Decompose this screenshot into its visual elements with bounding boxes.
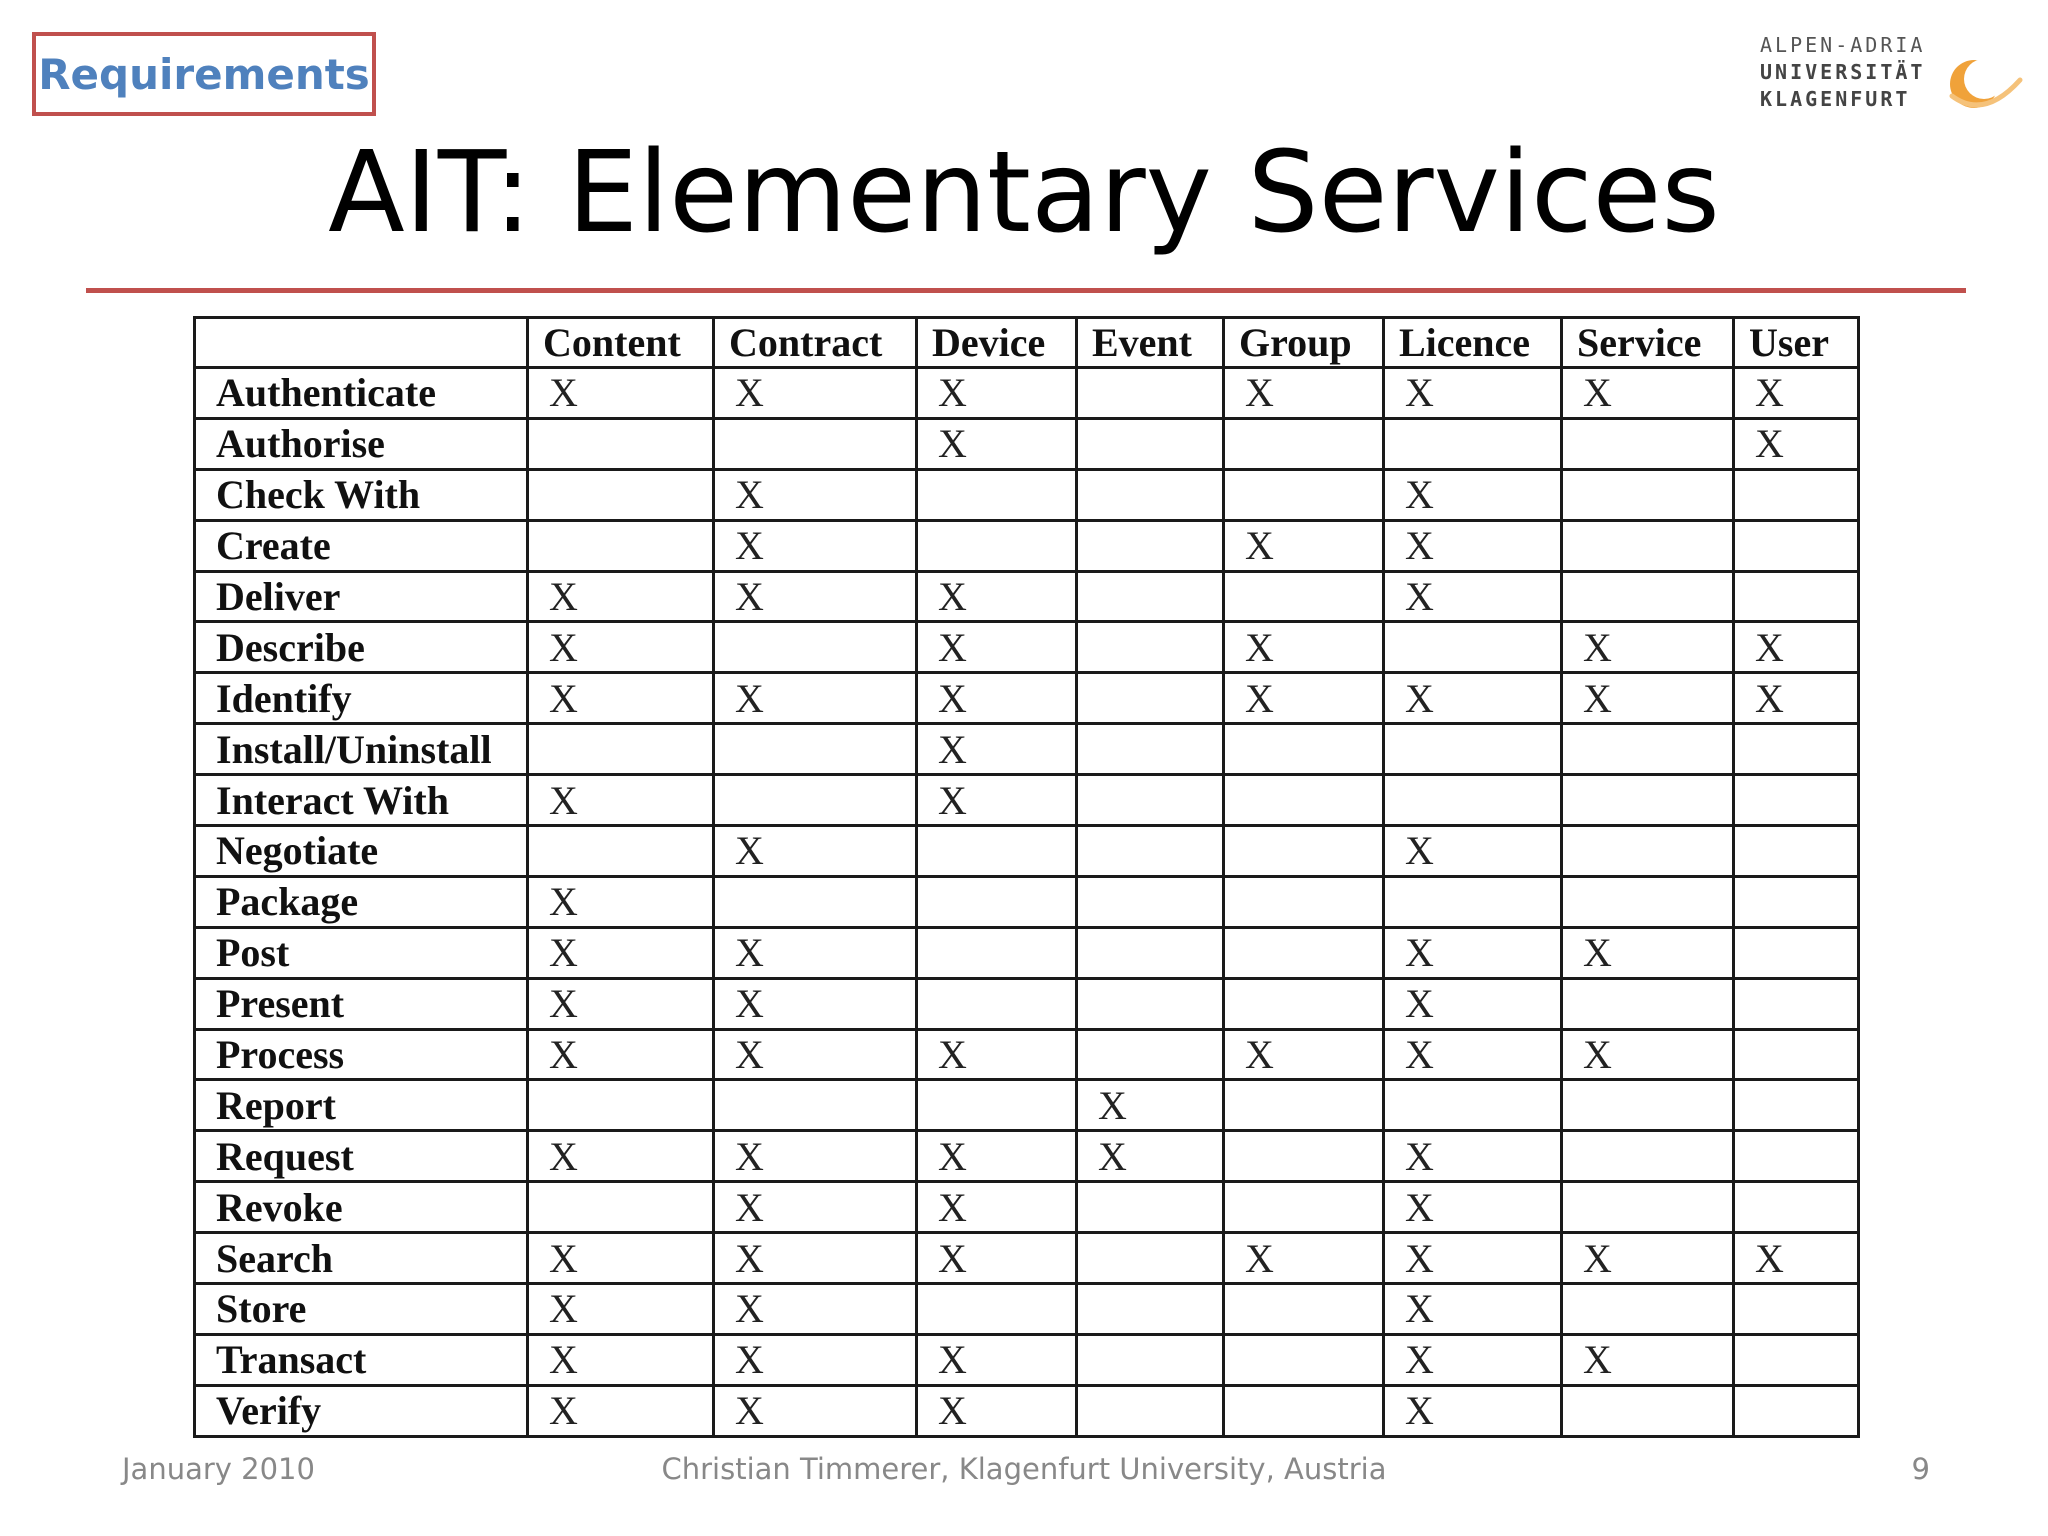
table-cell [1734, 520, 1859, 571]
table-cell: X [714, 1334, 917, 1385]
table-cell [1077, 978, 1224, 1029]
row-label: Authorise [195, 418, 528, 469]
table-cell [1077, 469, 1224, 520]
table-cell: X [1734, 1233, 1859, 1284]
table-cell: X [714, 673, 917, 724]
table-cell [1077, 571, 1224, 622]
row-label: Present [195, 978, 528, 1029]
table-cell [1562, 520, 1734, 571]
table-cell: X [1562, 1233, 1734, 1284]
table-cell [1562, 978, 1734, 1029]
table-cell: X [1224, 673, 1384, 724]
table-cell [917, 876, 1077, 927]
table-cell [1077, 1182, 1224, 1233]
table-cell: X [1562, 673, 1734, 724]
table-cell: X [528, 1385, 714, 1436]
table-cell [1734, 1080, 1859, 1131]
table-cell: X [714, 826, 917, 877]
table-cell [1734, 1284, 1859, 1335]
table-cell [1562, 826, 1734, 877]
table-cell: X [1384, 826, 1562, 877]
row-label: Transact [195, 1334, 528, 1385]
table-cell [1077, 724, 1224, 775]
table-cell [1384, 724, 1562, 775]
table-cell: X [1384, 1131, 1562, 1182]
table-cell [1077, 1029, 1224, 1080]
table-row [195, 1284, 1859, 1335]
table-cell: X [528, 622, 714, 673]
column-header: Event [1077, 318, 1224, 368]
table-cell: X [714, 368, 917, 419]
table-row [195, 775, 1859, 826]
table-cell [714, 1080, 917, 1131]
table-cell: X [714, 978, 917, 1029]
column-header: Content [528, 318, 714, 368]
footer-author: Christian Timmerer, Klagenfurt University, Austria [661, 1452, 1387, 1486]
table-cell: X [917, 571, 1077, 622]
table-cell: X [1384, 1182, 1562, 1233]
table-cell [1224, 876, 1384, 927]
table-cell: X [1224, 520, 1384, 571]
table-cell: X [528, 775, 714, 826]
table-cell [1562, 1131, 1734, 1182]
table-cell: X [1224, 368, 1384, 419]
table-cell: X [714, 1131, 917, 1182]
row-label: Verify [195, 1385, 528, 1436]
table-body [195, 368, 1859, 1437]
page-number: 9 [1911, 1452, 1930, 1486]
table-cell [1224, 826, 1384, 877]
table-cell [1734, 1334, 1859, 1385]
slide-title: AIT: Elementary Services [328, 128, 1720, 258]
table-cell: X [1224, 622, 1384, 673]
row-label: Negotiate [195, 826, 528, 877]
table-cell [1224, 571, 1384, 622]
table-cell [917, 469, 1077, 520]
row-label: Request [195, 1131, 528, 1182]
table-cell: X [714, 1284, 917, 1335]
table-row [195, 418, 1859, 469]
table-cell [528, 469, 714, 520]
row-label: Identify [195, 673, 528, 724]
table-cell: X [528, 1334, 714, 1385]
table-cell [1384, 1080, 1562, 1131]
table-cell [1224, 1182, 1384, 1233]
table-cell: X [1384, 520, 1562, 571]
table-cell [1224, 1131, 1384, 1182]
table-cell [528, 1182, 714, 1233]
table-cell [1224, 978, 1384, 1029]
table-cell: X [1384, 1233, 1562, 1284]
table-cell: X [1562, 368, 1734, 419]
table-cell [528, 1080, 714, 1131]
corner-cell [195, 318, 528, 368]
title-divider [86, 288, 1966, 293]
table-cell: X [1562, 1334, 1734, 1385]
sun-logo-icon [1944, 50, 2024, 120]
table-cell [714, 622, 917, 673]
row-label: Install/Uninstall [195, 724, 528, 775]
table-cell [917, 1284, 1077, 1335]
table-cell: X [1734, 673, 1859, 724]
table-cell [1224, 1284, 1384, 1335]
table-cell: X [1224, 1029, 1384, 1080]
table-cell: X [1562, 622, 1734, 673]
table-cell: X [1384, 978, 1562, 1029]
table-cell: X [1224, 1233, 1384, 1284]
table-cell [1077, 1233, 1224, 1284]
table-cell: X [917, 1385, 1077, 1436]
section-tag [32, 32, 376, 116]
table-cell [1734, 775, 1859, 826]
table-row [195, 622, 1859, 673]
table-cell: X [528, 927, 714, 978]
table-cell [528, 826, 714, 877]
table-cell [528, 724, 714, 775]
table-cell [1077, 876, 1224, 927]
table-cell [1562, 1385, 1734, 1436]
row-label: Process [195, 1029, 528, 1080]
table-cell [1384, 775, 1562, 826]
column-header: Licence [1384, 318, 1562, 368]
table-cell [1734, 469, 1859, 520]
table-row [195, 876, 1859, 927]
table-row [195, 1080, 1859, 1131]
table-cell [1562, 418, 1734, 469]
table-cell: X [917, 775, 1077, 826]
table-cell [1077, 775, 1224, 826]
table-cell: X [528, 673, 714, 724]
table-cell [1562, 469, 1734, 520]
table-cell: X [1734, 368, 1859, 419]
table-cell: X [917, 622, 1077, 673]
table-cell [1077, 418, 1224, 469]
row-label: Check With [195, 469, 528, 520]
table-cell [714, 724, 917, 775]
table-header-row [195, 318, 1859, 368]
table-cell [1077, 368, 1224, 419]
table-cell: X [714, 927, 917, 978]
table-cell [1077, 826, 1224, 877]
column-header: Device [917, 318, 1077, 368]
row-label: Package [195, 876, 528, 927]
table-cell: X [528, 978, 714, 1029]
table-cell [528, 418, 714, 469]
table-cell: X [528, 1233, 714, 1284]
table-cell [714, 775, 917, 826]
table-cell [1734, 876, 1859, 927]
table-cell: X [917, 1233, 1077, 1284]
table-cell: X [528, 1029, 714, 1080]
table-cell: X [1384, 673, 1562, 724]
table-cell: X [528, 368, 714, 419]
table-cell: X [1384, 469, 1562, 520]
table-row [195, 1233, 1859, 1284]
table-cell [917, 826, 1077, 877]
table-cell [528, 520, 714, 571]
table-row [195, 571, 1859, 622]
logo-line-1: ALPEN-ADRIA [1760, 33, 1926, 57]
table-cell: X [714, 1182, 917, 1233]
table-row [195, 520, 1859, 571]
table-cell [1734, 927, 1859, 978]
row-label: Store [195, 1284, 528, 1335]
university-logo [1760, 28, 2020, 128]
table-cell: X [917, 1029, 1077, 1080]
table-cell [917, 1080, 1077, 1131]
table-cell [1077, 1385, 1224, 1436]
table-cell [1734, 724, 1859, 775]
table-cell [1734, 1385, 1859, 1436]
table-cell [1224, 927, 1384, 978]
table-cell [1734, 1182, 1859, 1233]
table-row [195, 978, 1859, 1029]
table-cell: X [528, 876, 714, 927]
table-cell: X [917, 1334, 1077, 1385]
table-cell: X [714, 1385, 917, 1436]
column-header: Service [1562, 318, 1734, 368]
table-row [195, 826, 1859, 877]
table-cell [1384, 418, 1562, 469]
table-cell: X [528, 1284, 714, 1335]
table-cell [1384, 876, 1562, 927]
table-cell [1224, 1080, 1384, 1131]
table-cell [1224, 724, 1384, 775]
table-cell [1562, 876, 1734, 927]
table-cell [1077, 673, 1224, 724]
row-label: Report [195, 1080, 528, 1131]
table-cell [1562, 571, 1734, 622]
table-cell: X [917, 724, 1077, 775]
table-row [195, 469, 1859, 520]
row-label: Deliver [195, 571, 528, 622]
services-table [193, 316, 1860, 1438]
table-cell [714, 418, 917, 469]
table-cell [1077, 1334, 1224, 1385]
table-cell: X [1077, 1131, 1224, 1182]
table-row [195, 1385, 1859, 1436]
table-cell [1734, 1029, 1859, 1080]
section-tag-label: Requirements [38, 49, 370, 99]
table-cell [1734, 1131, 1859, 1182]
table-cell: X [714, 520, 917, 571]
table-row [195, 673, 1859, 724]
table-cell [1224, 775, 1384, 826]
table-cell: X [714, 1233, 917, 1284]
table-cell [917, 927, 1077, 978]
table-cell: X [917, 673, 1077, 724]
table-cell: X [1384, 571, 1562, 622]
logo-line-3: KLAGENFURT [1760, 87, 1911, 111]
table-cell: X [917, 368, 1077, 419]
table-cell: X [1077, 1080, 1224, 1131]
table-cell [917, 978, 1077, 1029]
table-cell [1077, 927, 1224, 978]
table-row [195, 1334, 1859, 1385]
row-label: Create [195, 520, 528, 571]
table-cell [917, 520, 1077, 571]
footer-date: January 2010 [122, 1452, 315, 1486]
row-label: Interact With [195, 775, 528, 826]
table-cell: X [1384, 927, 1562, 978]
row-label: Post [195, 927, 528, 978]
table-cell [1734, 978, 1859, 1029]
table-cell: X [1384, 1334, 1562, 1385]
table-cell: X [917, 418, 1077, 469]
logo-line-2: UNIVERSITÄT [1760, 60, 1926, 84]
table-cell: X [1734, 622, 1859, 673]
table-cell: X [1734, 418, 1859, 469]
table-cell: X [714, 1029, 917, 1080]
table-cell [1384, 622, 1562, 673]
table-cell [1224, 418, 1384, 469]
table-cell: X [1562, 1029, 1734, 1080]
table-cell: X [714, 571, 917, 622]
table-row [195, 1029, 1859, 1080]
table-cell: X [1562, 927, 1734, 978]
table-cell [1562, 1080, 1734, 1131]
table-cell: X [1384, 1385, 1562, 1436]
table-row [195, 1131, 1859, 1182]
table-cell: X [528, 571, 714, 622]
column-header: Group [1224, 318, 1384, 368]
table-row [195, 368, 1859, 419]
table-cell: X [528, 1131, 714, 1182]
table-cell [1562, 1182, 1734, 1233]
table-cell: X [917, 1131, 1077, 1182]
table-cell [1224, 1385, 1384, 1436]
table-cell: X [1384, 1284, 1562, 1335]
table-cell: X [714, 469, 917, 520]
table-cell [1734, 571, 1859, 622]
table-cell [1077, 1284, 1224, 1335]
table-cell: X [917, 1182, 1077, 1233]
table-cell: X [1384, 1029, 1562, 1080]
table-cell [1224, 1334, 1384, 1385]
table-cell: X [1384, 368, 1562, 419]
table-cell [1077, 622, 1224, 673]
table-cell [1562, 775, 1734, 826]
table-cell [1734, 826, 1859, 877]
table-cell [1224, 469, 1384, 520]
row-label: Authenticate [195, 368, 528, 419]
university-logo-text [1760, 32, 1925, 113]
table-cell [714, 876, 917, 927]
row-label: Search [195, 1233, 528, 1284]
table-row [195, 724, 1859, 775]
table-cell [1077, 520, 1224, 571]
row-label: Revoke [195, 1182, 528, 1233]
column-header: Contract [714, 318, 917, 368]
column-header: User [1734, 318, 1859, 368]
table-row [195, 1182, 1859, 1233]
table-cell [1562, 724, 1734, 775]
row-label: Describe [195, 622, 528, 673]
table-row [195, 927, 1859, 978]
table-cell [1562, 1284, 1734, 1335]
